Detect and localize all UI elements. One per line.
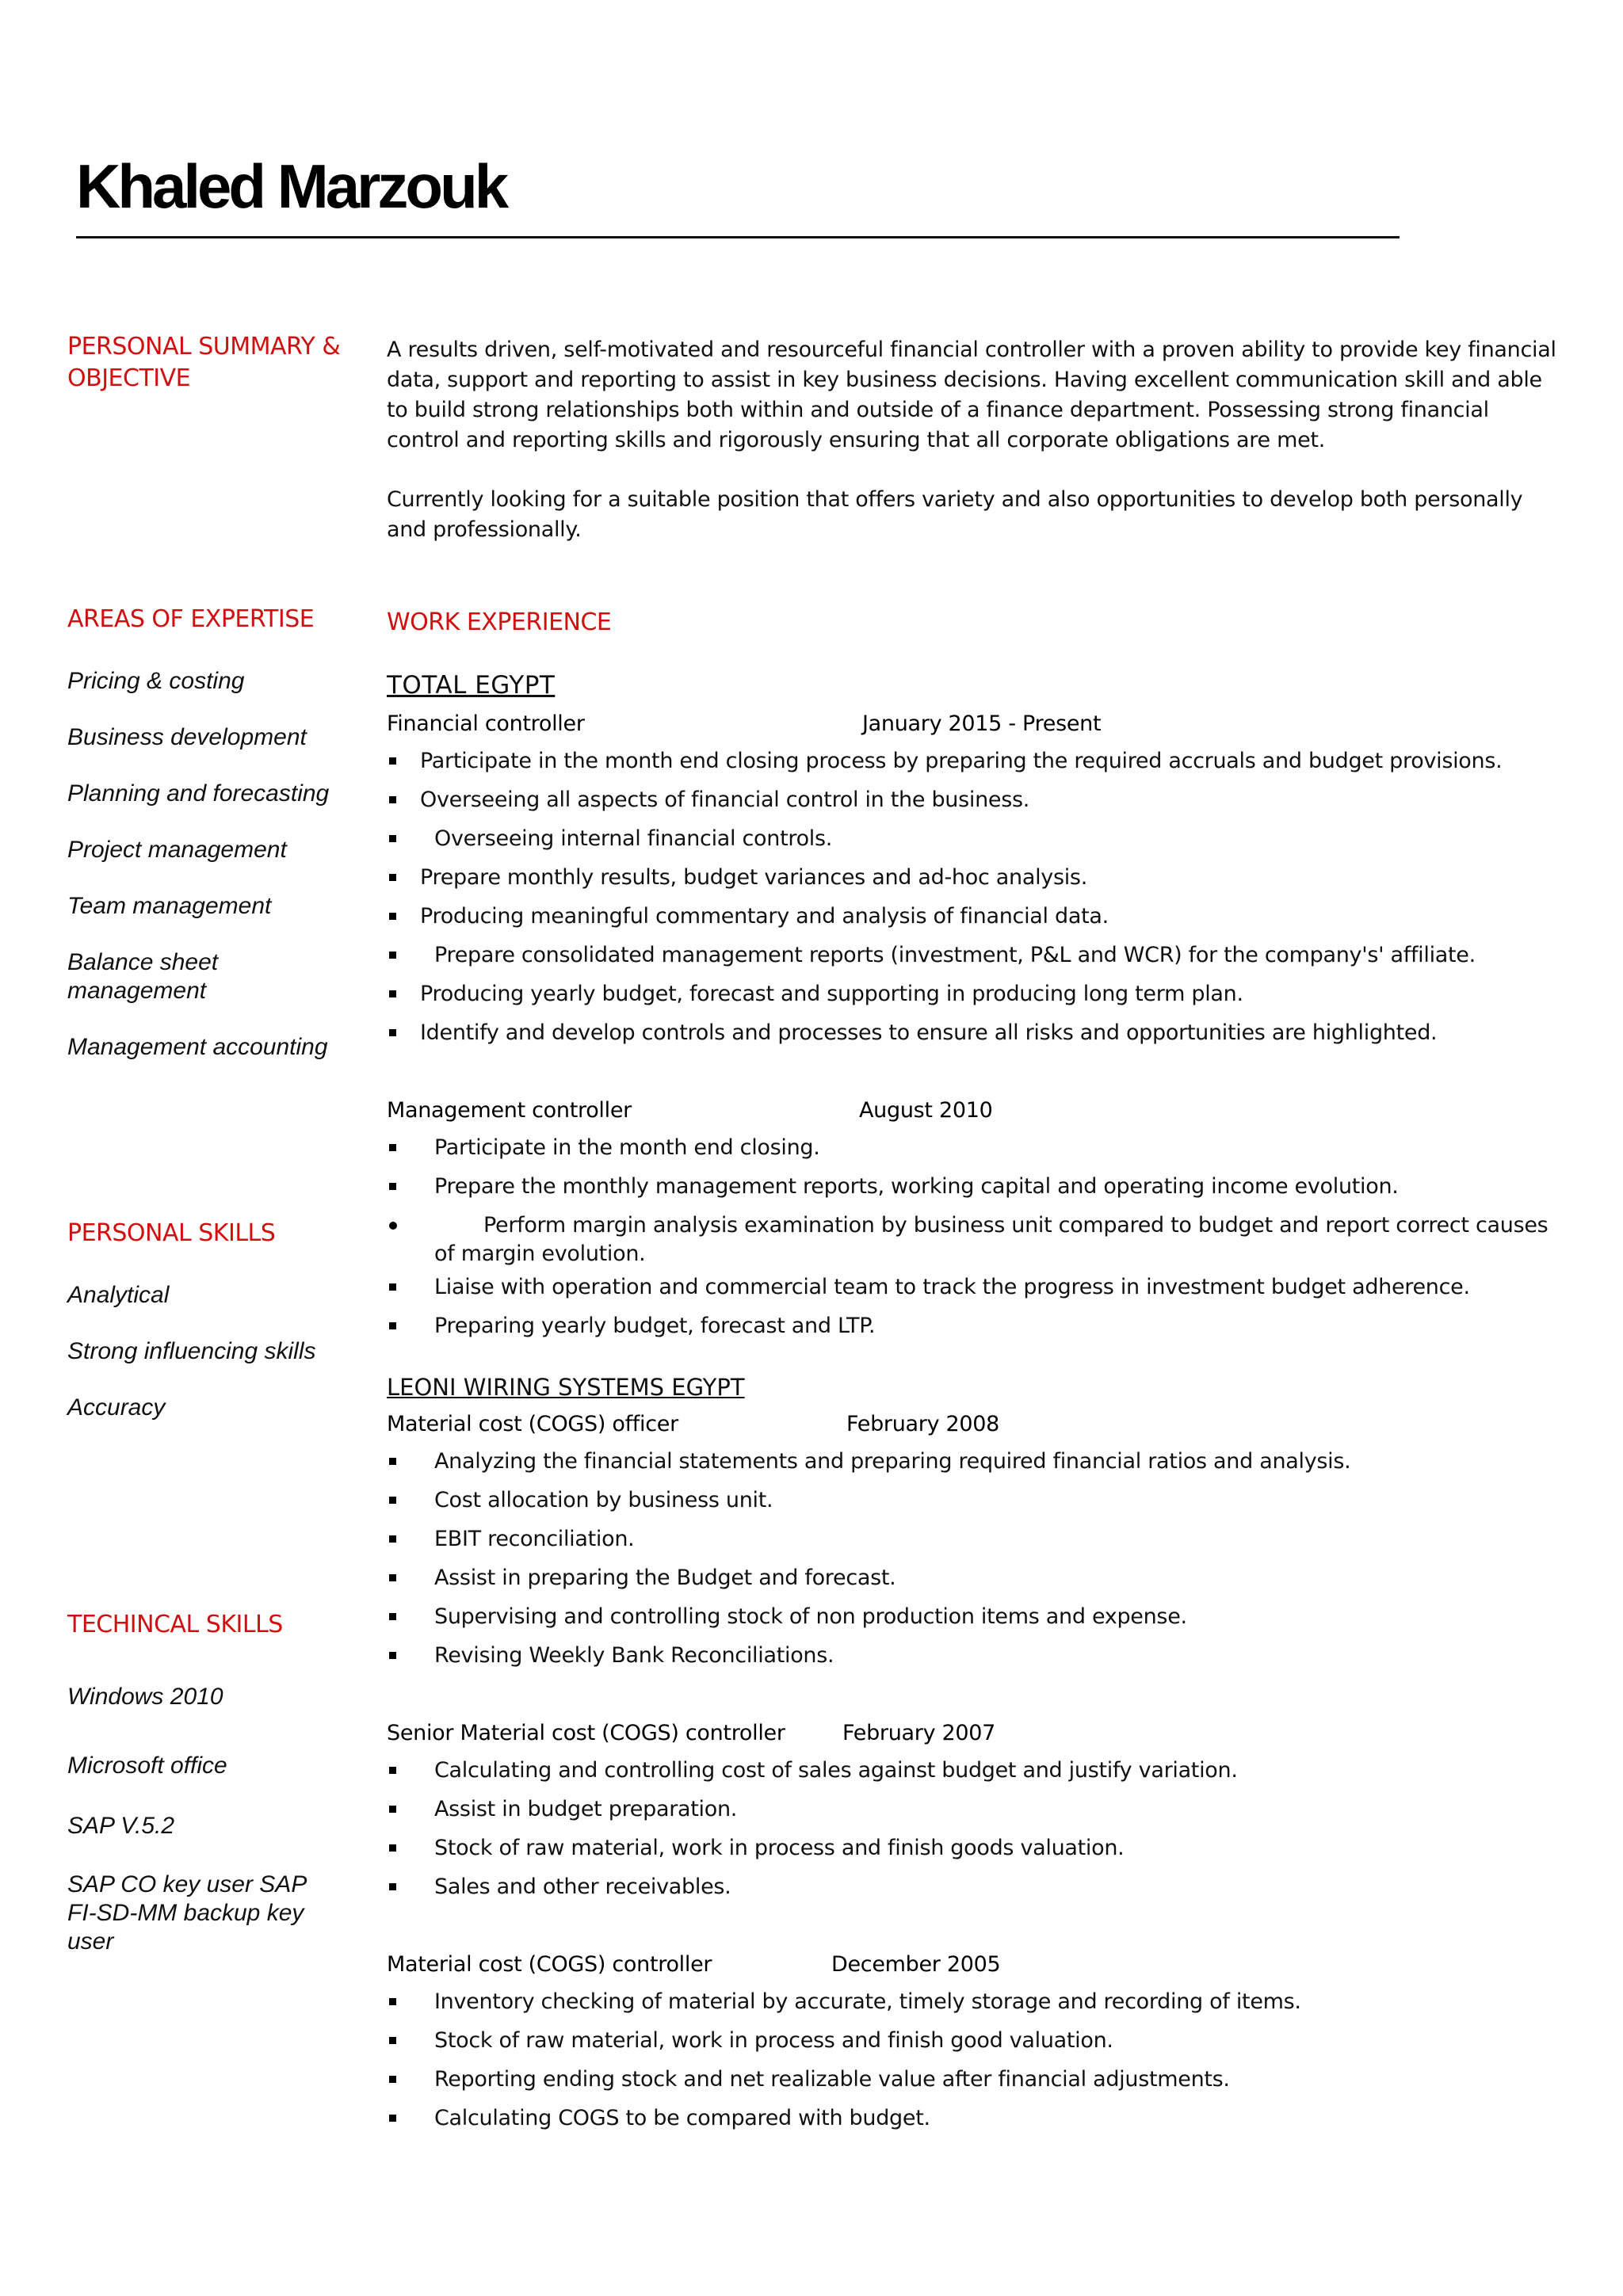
summary-paragraph: A results driven, self-motivated and resourceful financial controller with a proven ability to provide key financial data, support and reporting to assist in key business decisions. Having excellent communication skill and able to build strong relationships both within and outside of a finance department. Possessing strong financial control and reporting skills and rigorously ensuring that all corporate obligations are met. (387, 338, 1556, 452)
list-item: Stock of raw material, work in process and finish goods valuation. (387, 1834, 1560, 1873)
expertise-heading: AREAS OF EXPERTISE (67, 605, 315, 633)
tech-item: SAP V.5.2 (67, 1813, 175, 1839)
header-divider (76, 236, 1400, 238)
list-item: Liaise with operation and commercial team to track the progress in investment budget adherence. (387, 1273, 1560, 1312)
role-title: Management controller (387, 1098, 632, 1123)
list-item: Identify and develop controls and processes to ensure all risks and opportunities are highlighted. (387, 1019, 1560, 1058)
list-item: Cost allocation by business unit. (387, 1486, 1560, 1525)
expertise-item: Pricing & costing (67, 668, 245, 694)
bullet-list (387, 747, 1560, 1058)
tech-heading: TECHINCAL SKILLS (67, 1611, 283, 1638)
role-line (387, 1097, 1560, 1125)
list-item: Calculating COGS to be compared with budget. (387, 2104, 1560, 2143)
bullet-list (387, 1988, 1560, 2143)
list-item: Stock of raw material, work in process and finish good valuation. (387, 2027, 1560, 2065)
expertise-item: Business development (67, 724, 307, 750)
list-item: Prepare the monthly management reports, working capital and operating income evolution. (387, 1173, 1560, 1211)
skill-item: Strong influencing skills (67, 1338, 316, 1364)
expertise-item: Management accounting (67, 1034, 328, 1060)
list-item: Participate in the month end closing process by preparing the required accruals and budget provisions. (387, 747, 1560, 786)
list-item: Inventory checking of material by accurate, timely storage and recording of items. (387, 1988, 1560, 2027)
list-item: Overseeing all aspects of financial control in the business. (387, 786, 1560, 825)
list-item: Producing yearly budget, forecast and supporting in producing long term plan. (387, 980, 1560, 1019)
role-title: Material cost (COGS) officer (387, 1412, 678, 1436)
list-item: Preparing yearly budget, forecast and LTP. (387, 1312, 1560, 1351)
list-item: Analyzing the financial statements and preparing required financial ratios and analysis. (387, 1447, 1560, 1486)
tech-item: Microsoft office (67, 1753, 227, 1779)
list-item: Assist in budget preparation. (387, 1795, 1560, 1834)
bullet-list (387, 1447, 1560, 1680)
expertise-item: Balance sheet management (67, 949, 219, 1004)
role-date: February 2008 (846, 1412, 1000, 1436)
list-item: Perform margin analysis examination by business unit compared to budget and report correct causes of margin evolution. (387, 1211, 1560, 1273)
role-title: Senior Material cost (COGS) controller (387, 1721, 785, 1745)
role-line (387, 1719, 1560, 1748)
list-item: Assist in preparing the Budget and forecast. (387, 1564, 1560, 1603)
tech-item: Windows 2010 (67, 1684, 223, 1710)
list-item: Overseeing internal financial controls. (387, 825, 1560, 864)
company-name: LEONI WIRING SYSTEMS EGYPT (387, 1374, 745, 1401)
list-item: Revising Weekly Bank Reconciliations. (387, 1642, 1560, 1680)
role-line (387, 1951, 1560, 1979)
summary-heading: PERSONAL SUMMARY & OBJECTIVE (67, 333, 341, 392)
skill-item: Analytical (67, 1282, 170, 1308)
bullet-list (387, 1134, 1560, 1351)
expertise-item: Planning and forecasting (67, 780, 330, 807)
list-item: Prepare consolidated management reports (investment, P&L and WCR) for the company's' affiliate. (387, 941, 1560, 980)
role-title: Material cost (COGS) controller (387, 1952, 712, 1977)
role-title: Financial controller (387, 711, 585, 736)
work-experience-heading: WORK EXPERIENCE (387, 608, 612, 636)
list-item: Sales and other receivables. (387, 1873, 1560, 1912)
expertise-item: Team management (67, 893, 272, 919)
list-item: Calculating and controlling cost of sales against budget and justify variation. (387, 1756, 1560, 1795)
list-item: Participate in the month end closing. (387, 1134, 1560, 1173)
expertise-item: Project management (67, 837, 287, 863)
list-item: Producing meaningful commentary and analysis of financial data. (387, 902, 1560, 941)
candidate-name: Khaled Marzouk (76, 151, 506, 221)
role-line (387, 710, 1560, 738)
role-line (387, 1410, 1560, 1439)
role-date: January 2015 - Present (862, 711, 1102, 736)
list-item: EBIT reconciliation. (387, 1525, 1560, 1564)
list-item: Prepare monthly results, budget variances and ad-hoc analysis. (387, 864, 1560, 902)
role-date: December 2005 (831, 1952, 1001, 1977)
summary-paragraph: Currently looking for a suitable position that offers variety and also opportunities to develop both personally and professionally. (387, 487, 1523, 542)
list-item: Reporting ending stock and net realizable value after financial adjustments. (387, 2065, 1560, 2104)
role-date: August 2010 (859, 1098, 993, 1123)
skill-item: Accuracy (67, 1394, 166, 1421)
role-date: February 2007 (842, 1721, 996, 1745)
tech-item: SAP CO key user SAP FI-SD-MM backup key user (67, 1871, 307, 1955)
list-item: Supervising and controlling stock of non production items and expense. (387, 1603, 1560, 1642)
skills-heading: PERSONAL SKILLS (67, 1219, 276, 1247)
company-name: TOTAL EGYPT (387, 671, 556, 700)
bullet-list (387, 1756, 1560, 1912)
